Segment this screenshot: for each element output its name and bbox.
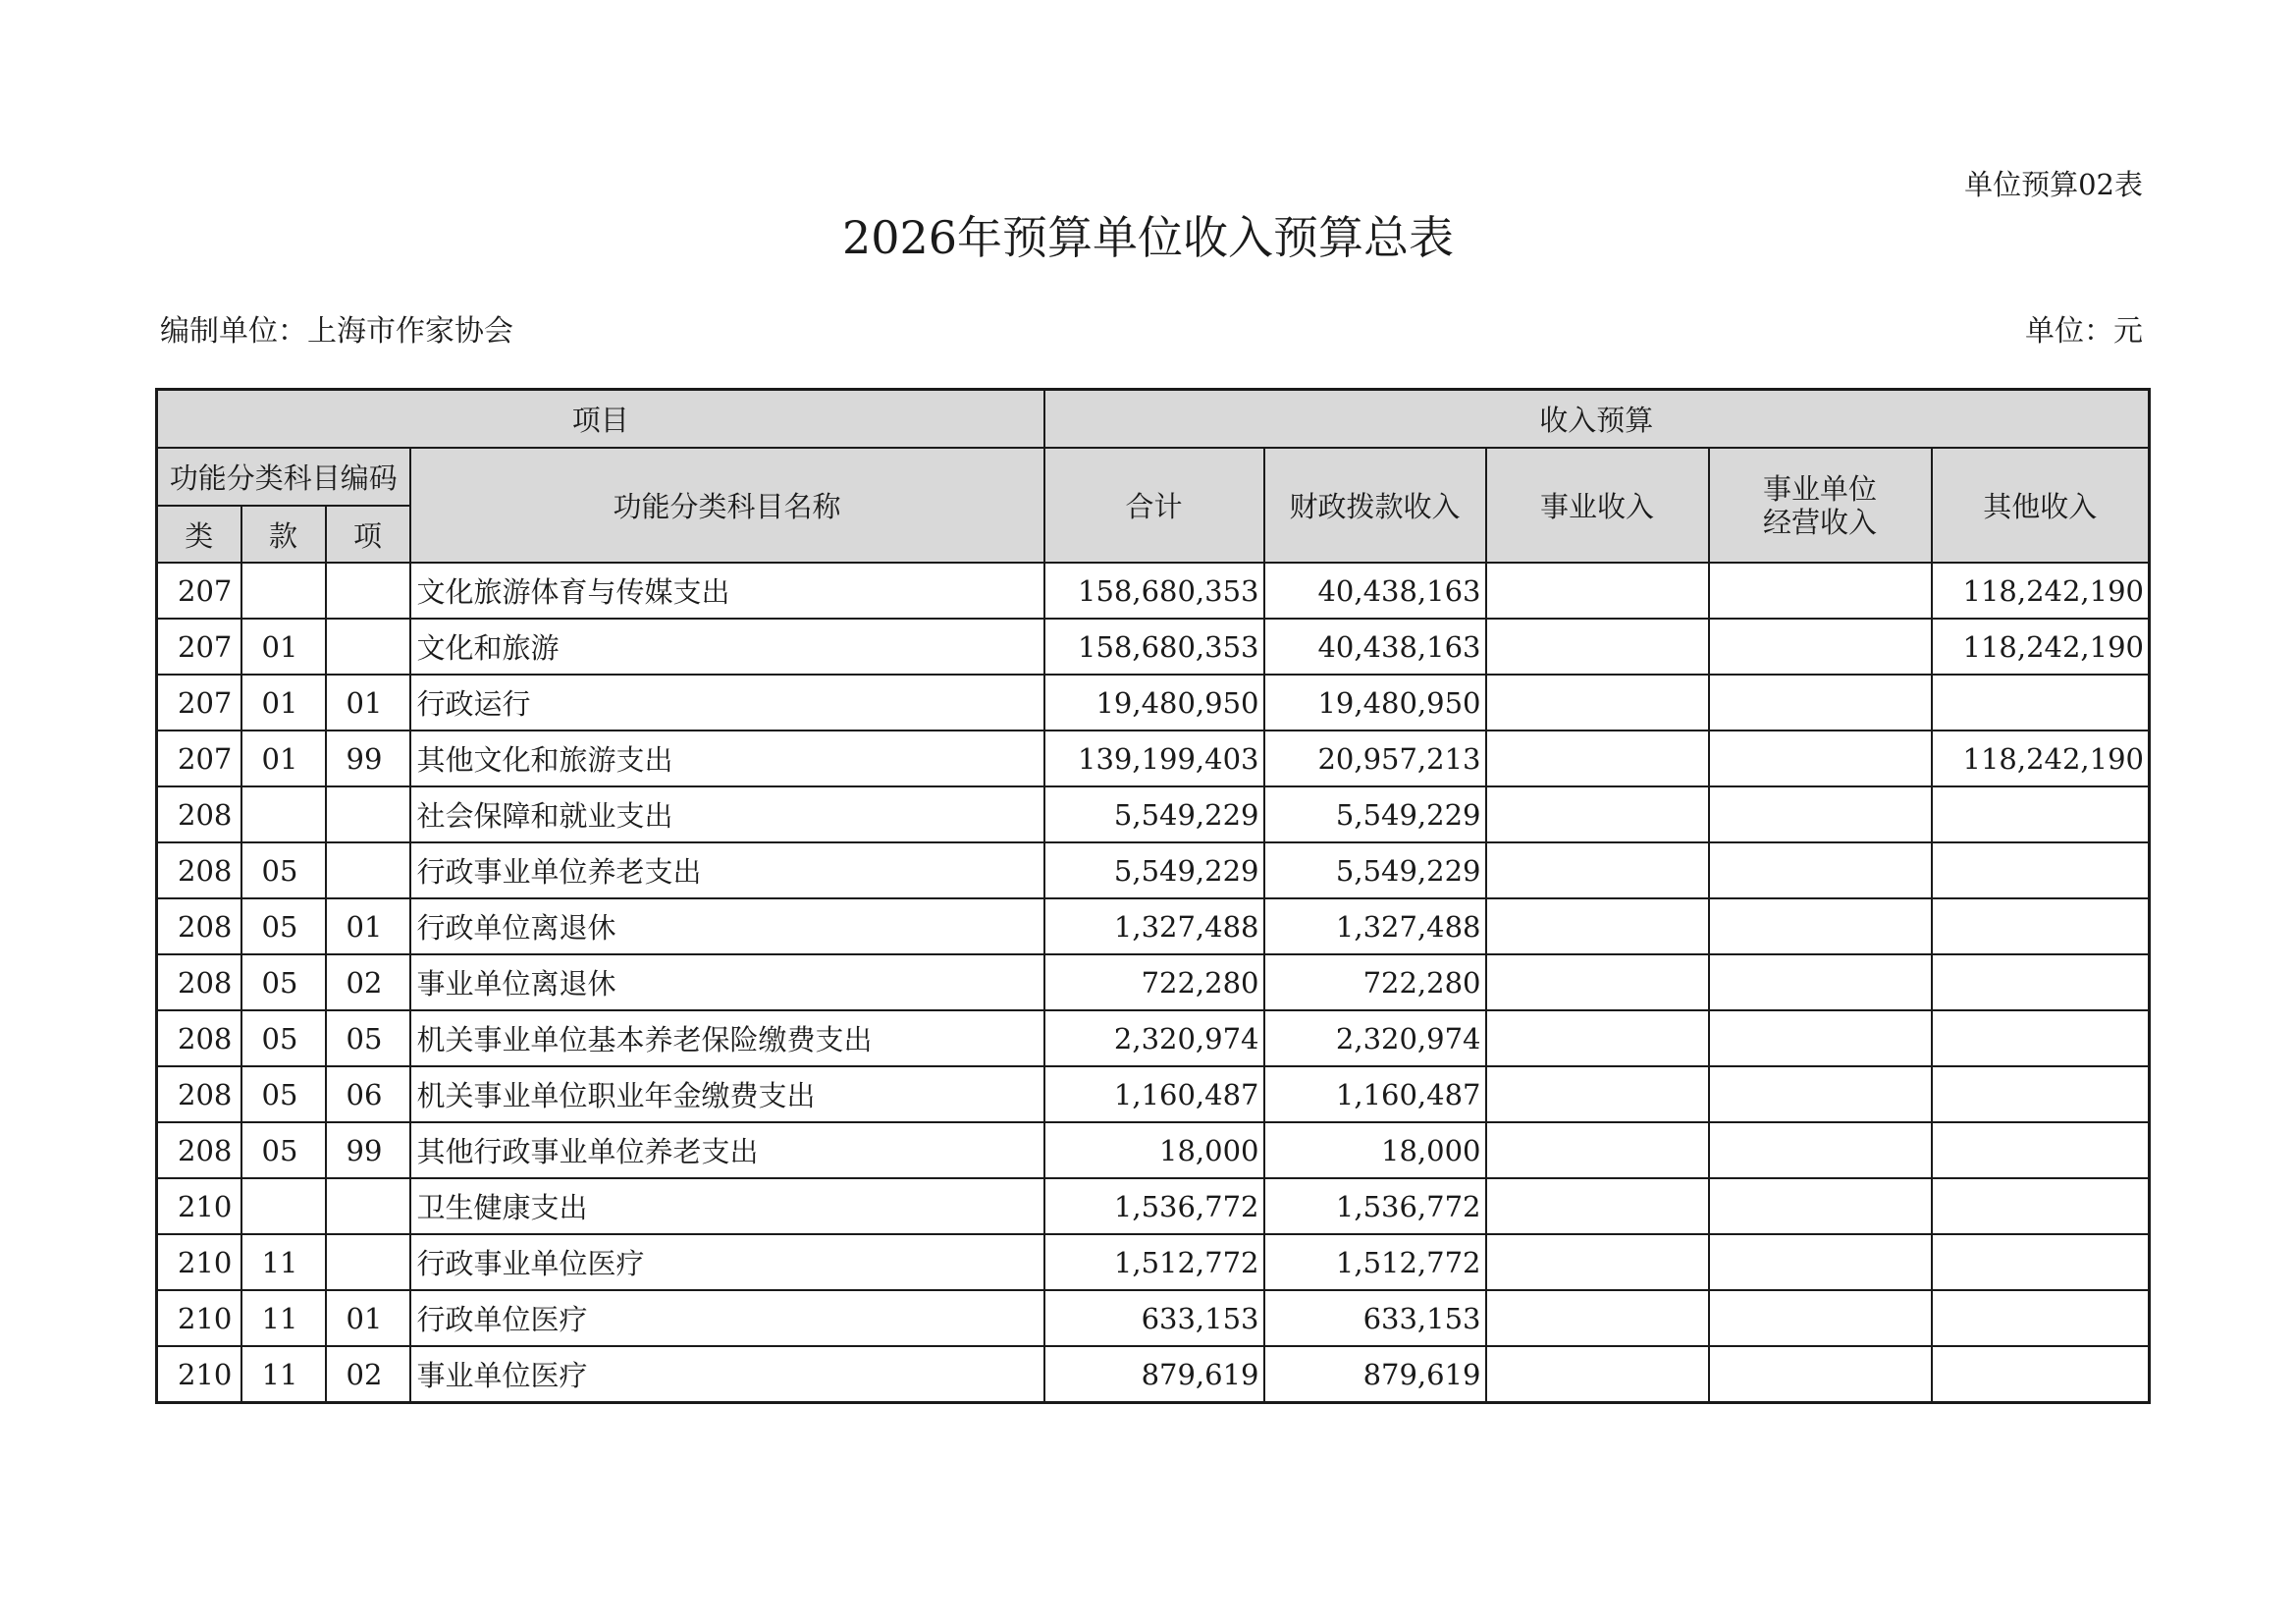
cell-lei: 208 (157, 1122, 241, 1178)
cell-xiang (326, 786, 410, 842)
cell-kuan: 01 (241, 619, 326, 675)
cell-fiscal: 40,438,163 (1264, 563, 1486, 619)
cell-fiscal: 40,438,163 (1264, 619, 1486, 675)
cell-lei: 208 (157, 1066, 241, 1122)
header-code-group: 功能分类科目编码 (157, 448, 410, 506)
cell-fiscal: 18,000 (1264, 1122, 1486, 1178)
cell-other (1932, 1346, 2150, 1403)
budget-table (155, 388, 2151, 1404)
cell-kuan: 05 (241, 1010, 326, 1066)
cell-xiang: 01 (326, 898, 410, 954)
compiling-unit: 编制单位：上海市作家协会 (160, 314, 513, 349)
cell-kuan: 01 (241, 675, 326, 731)
cell-lei: 208 (157, 842, 241, 898)
header-xiang: 项 (326, 506, 410, 563)
table-header (157, 390, 2150, 564)
cell-kuan (241, 786, 326, 842)
cell-other (1932, 1234, 2150, 1290)
cell-total: 19,480,950 (1044, 675, 1264, 731)
header-operating (1709, 448, 1932, 563)
cell-lei: 208 (157, 786, 241, 842)
cell-other: 118,242,190 (1932, 619, 2150, 675)
currency-unit: 单位：元 (2025, 314, 2143, 349)
cell-lei: 210 (157, 1346, 241, 1403)
header-operating-line1: 事业单位 (1762, 471, 1877, 506)
table-row (157, 731, 2150, 786)
header-other: 其他收入 (1932, 448, 2150, 563)
cell-total: 18,000 (1044, 1122, 1264, 1178)
table-row (157, 1234, 2150, 1290)
cell-fiscal: 722,280 (1264, 954, 1486, 1010)
cell-lei: 207 (157, 619, 241, 675)
cell-operating (1709, 1234, 1932, 1290)
cell-business (1486, 954, 1709, 1010)
cell-lei: 208 (157, 954, 241, 1010)
cell-xiang (326, 1234, 410, 1290)
cell-name: 事业单位医疗 (410, 1346, 1044, 1403)
cell-other (1932, 842, 2150, 898)
header-business: 事业收入 (1486, 448, 1709, 563)
cell-business (1486, 1234, 1709, 1290)
cell-xiang: 02 (326, 1346, 410, 1403)
cell-total: 2,320,974 (1044, 1010, 1264, 1066)
cell-xiang: 99 (326, 731, 410, 786)
cell-name: 行政单位离退休 (410, 898, 1044, 954)
cell-kuan: 11 (241, 1234, 326, 1290)
cell-fiscal: 633,153 (1264, 1290, 1486, 1346)
cell-lei: 210 (157, 1234, 241, 1290)
cell-xiang: 01 (326, 675, 410, 731)
cell-xiang: 01 (326, 1290, 410, 1346)
cell-lei: 210 (157, 1290, 241, 1346)
cell-fiscal: 1,160,487 (1264, 1066, 1486, 1122)
cell-total: 1,512,772 (1044, 1234, 1264, 1290)
cell-lei: 207 (157, 563, 241, 619)
cell-business (1486, 842, 1709, 898)
cell-total: 5,549,229 (1044, 786, 1264, 842)
header-name-col: 功能分类科目名称 (410, 448, 1044, 563)
cell-other: 118,242,190 (1932, 563, 2150, 619)
cell-total: 633,153 (1044, 1290, 1264, 1346)
table-row (157, 675, 2150, 731)
cell-total: 158,680,353 (1044, 619, 1264, 675)
cell-total: 158,680,353 (1044, 563, 1264, 619)
table-row (157, 898, 2150, 954)
header-kuan: 款 (241, 506, 326, 563)
table-body (157, 563, 2150, 1403)
cell-fiscal: 19,480,950 (1264, 675, 1486, 731)
cell-total: 139,199,403 (1044, 731, 1264, 786)
cell-name: 机关事业单位职业年金缴费支出 (410, 1066, 1044, 1122)
cell-lei: 208 (157, 898, 241, 954)
cell-name: 行政事业单位医疗 (410, 1234, 1044, 1290)
cell-fiscal: 879,619 (1264, 1346, 1486, 1403)
cell-total: 1,160,487 (1044, 1066, 1264, 1122)
cell-fiscal: 1,327,488 (1264, 898, 1486, 954)
header-item: 项目 (157, 390, 1044, 449)
cell-xiang: 02 (326, 954, 410, 1010)
cell-operating (1709, 842, 1932, 898)
cell-business (1486, 1346, 1709, 1403)
cell-total: 1,327,488 (1044, 898, 1264, 954)
cell-xiang (326, 563, 410, 619)
cell-xiang (326, 619, 410, 675)
cell-fiscal: 1,536,772 (1264, 1178, 1486, 1234)
cell-other (1932, 1066, 2150, 1122)
cell-name: 行政单位医疗 (410, 1290, 1044, 1346)
cell-business (1486, 619, 1709, 675)
cell-name: 文化旅游体育与传媒支出 (410, 563, 1044, 619)
table-row (157, 1010, 2150, 1066)
cell-name: 文化和旅游 (410, 619, 1044, 675)
form-number: 单位预算02表 (1964, 168, 2143, 201)
cell-fiscal: 2,320,974 (1264, 1010, 1486, 1066)
cell-name: 行政事业单位养老支出 (410, 842, 1044, 898)
cell-name: 机关事业单位基本养老保险缴费支出 (410, 1010, 1044, 1066)
cell-kuan: 05 (241, 1066, 326, 1122)
cell-fiscal: 5,549,229 (1264, 842, 1486, 898)
cell-xiang (326, 842, 410, 898)
cell-total: 722,280 (1044, 954, 1264, 1010)
cell-operating (1709, 1010, 1932, 1066)
table-row (157, 1066, 2150, 1122)
cell-other (1932, 786, 2150, 842)
table-row (157, 563, 2150, 619)
table-row (157, 1178, 2150, 1234)
cell-operating (1709, 898, 1932, 954)
cell-lei: 208 (157, 1010, 241, 1066)
cell-xiang: 06 (326, 1066, 410, 1122)
page-title: 2026年预算单位收入预算总表 (841, 211, 1455, 264)
cell-kuan: 05 (241, 842, 326, 898)
cell-operating (1709, 786, 1932, 842)
header-operating-line2: 经营收入 (1762, 505, 1877, 539)
cell-operating (1709, 731, 1932, 786)
cell-other (1932, 1178, 2150, 1234)
cell-business (1486, 563, 1709, 619)
header-lei: 类 (157, 506, 241, 563)
cell-other: 118,242,190 (1932, 731, 2150, 786)
cell-fiscal: 1,512,772 (1264, 1234, 1486, 1290)
cell-name: 事业单位离退休 (410, 954, 1044, 1010)
cell-kuan: 11 (241, 1346, 326, 1403)
cell-other (1932, 954, 2150, 1010)
cell-xiang: 99 (326, 1122, 410, 1178)
table-row (157, 1122, 2150, 1178)
cell-operating (1709, 675, 1932, 731)
cell-business (1486, 731, 1709, 786)
cell-business (1486, 898, 1709, 954)
cell-fiscal: 20,957,213 (1264, 731, 1486, 786)
cell-lei: 207 (157, 675, 241, 731)
cell-name: 社会保障和就业支出 (410, 786, 1044, 842)
table-row (157, 1346, 2150, 1403)
cell-kuan: 05 (241, 1122, 326, 1178)
cell-lei: 207 (157, 731, 241, 786)
cell-operating (1709, 1122, 1932, 1178)
cell-lei: 210 (157, 1178, 241, 1234)
cell-business (1486, 1290, 1709, 1346)
header-income-budget: 收入预算 (1044, 390, 2150, 449)
header-fiscal: 财政拨款收入 (1264, 448, 1486, 563)
cell-operating (1709, 563, 1932, 619)
table-row (157, 786, 2150, 842)
cell-business (1486, 1178, 1709, 1234)
cell-operating (1709, 1178, 1932, 1234)
cell-xiang (326, 1178, 410, 1234)
cell-kuan (241, 1178, 326, 1234)
cell-business (1486, 1122, 1709, 1178)
cell-name: 其他文化和旅游支出 (410, 731, 1044, 786)
cell-total: 5,549,229 (1044, 842, 1264, 898)
header-total: 合计 (1044, 448, 1264, 563)
cell-total: 1,536,772 (1044, 1178, 1264, 1234)
cell-kuan: 11 (241, 1290, 326, 1346)
cell-other (1932, 1010, 2150, 1066)
table-row (157, 619, 2150, 675)
cell-business (1486, 1066, 1709, 1122)
cell-other (1932, 898, 2150, 954)
cell-operating (1709, 1066, 1932, 1122)
cell-business (1486, 786, 1709, 842)
table-row (157, 842, 2150, 898)
cell-other (1932, 675, 2150, 731)
cell-other (1932, 1122, 2150, 1178)
cell-total: 879,619 (1044, 1346, 1264, 1403)
cell-name: 卫生健康支出 (410, 1178, 1044, 1234)
cell-name: 行政运行 (410, 675, 1044, 731)
cell-kuan (241, 563, 326, 619)
cell-operating (1709, 1290, 1932, 1346)
cell-fiscal: 5,549,229 (1264, 786, 1486, 842)
cell-kuan: 01 (241, 731, 326, 786)
cell-operating (1709, 619, 1932, 675)
cell-business (1486, 1010, 1709, 1066)
cell-operating (1709, 1346, 1932, 1403)
cell-business (1486, 675, 1709, 731)
cell-name: 其他行政事业单位养老支出 (410, 1122, 1044, 1178)
table-row (157, 954, 2150, 1010)
cell-kuan: 05 (241, 954, 326, 1010)
cell-xiang: 05 (326, 1010, 410, 1066)
table-row (157, 1290, 2150, 1346)
cell-kuan: 05 (241, 898, 326, 954)
cell-other (1932, 1290, 2150, 1346)
cell-operating (1709, 954, 1932, 1010)
